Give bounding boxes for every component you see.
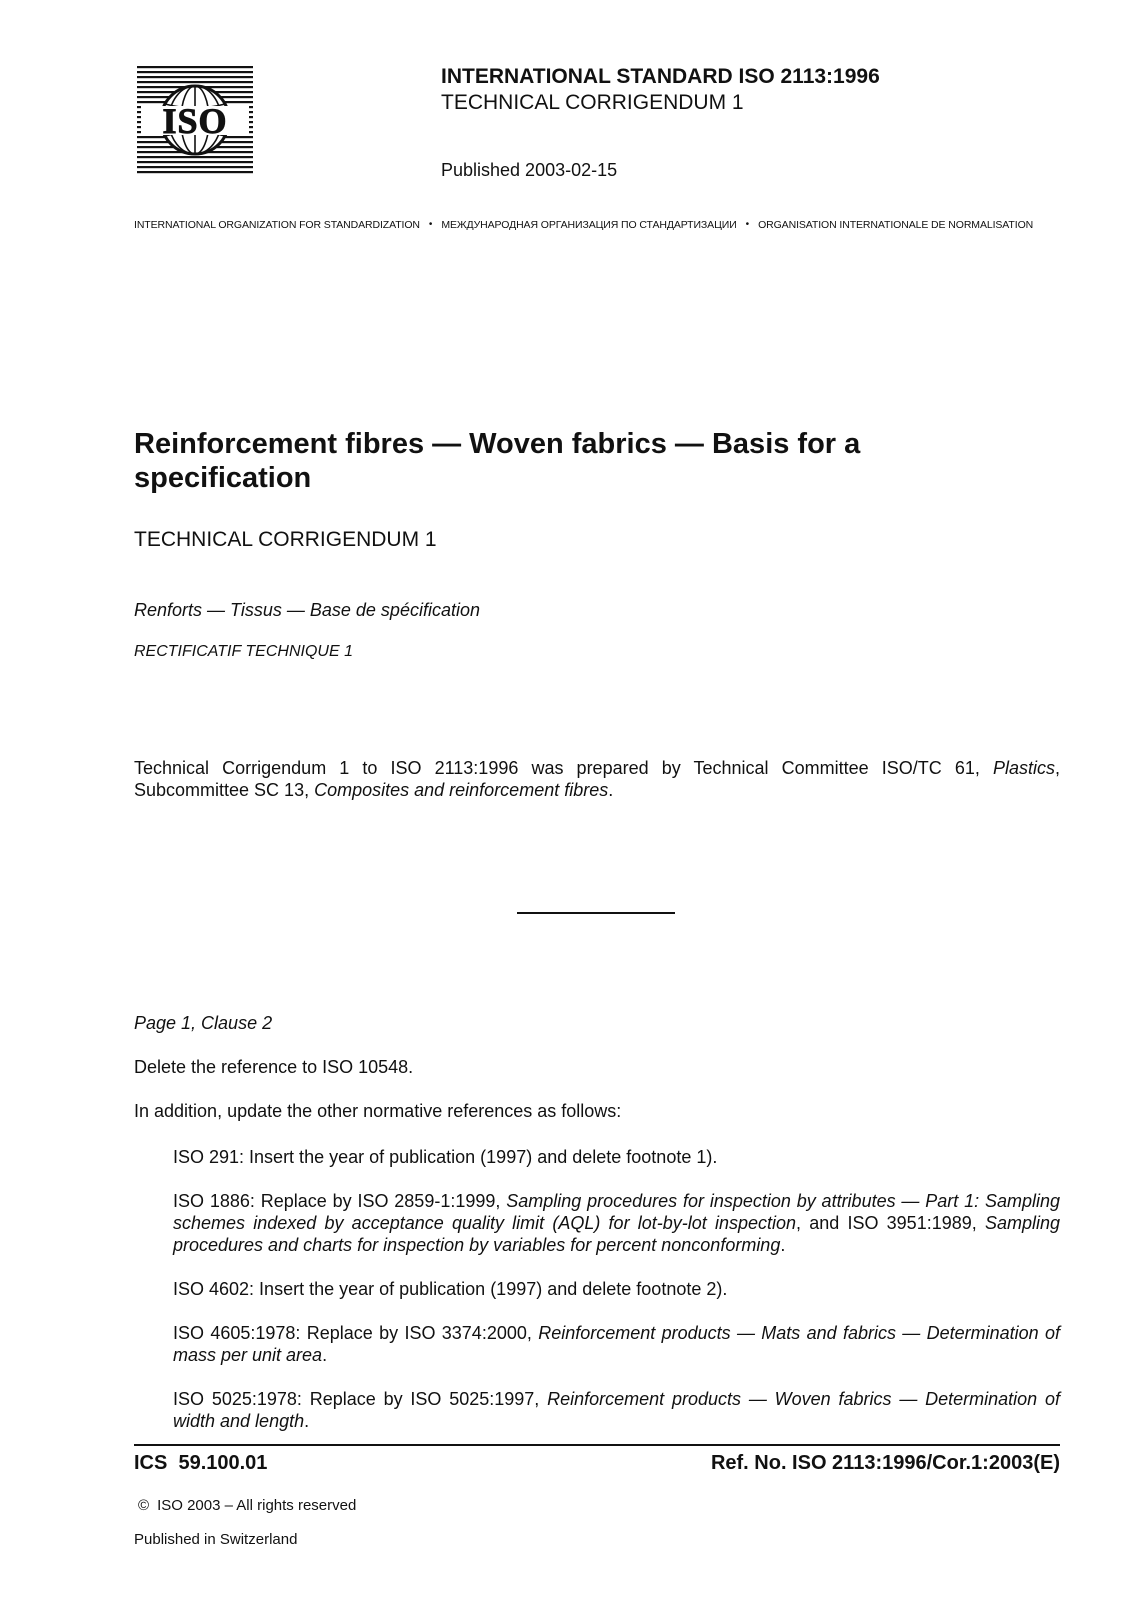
ref-title: Reinforcement products — Woven fabrics — Determination of width and length: [173, 1389, 1061, 1431]
ref-title: Sampling procedures and charts for inspection by variables for percent nonconforming: [173, 1213, 1060, 1255]
ref-text: ISO 5025:1978: Replace by ISO 5025:1997,: [173, 1389, 548, 1409]
ref-title: Reinforcement products — Mats and fabrics — Determination of mass per unit area: [173, 1323, 1061, 1365]
logo-stripe: [137, 76, 253, 78]
ref-text: ISO 291: Insert the year of publication (1997) and delete footnote 1).: [173, 1147, 718, 1167]
reference-item: [173, 1278, 1060, 1300]
french-corrigendum: RECTIFICATIF TECHNIQUE 1: [134, 643, 353, 660]
ics-code: ICS 59.100.01: [134, 1452, 268, 1474]
corrigendum-label: TECHNICAL CORRIGENDUM 1: [441, 91, 744, 114]
prep-text: Technical Corrigendum 1 to ISO 2113:1996 was prepared by Technical Committee ISO/TC 61,: [134, 758, 993, 778]
footer-rule: [134, 1444, 1060, 1446]
org-separator: •: [745, 219, 750, 230]
org-name-en: INTERNATIONAL ORGANIZATION FOR STANDARDIZATION: [134, 219, 420, 231]
iso-logo-text: ISO: [162, 101, 228, 141]
prep-text: , Subcommittee SC 13,: [134, 758, 1060, 800]
body-paragraph: Delete the reference to ISO 10548.: [134, 1057, 414, 1077]
logo-stripe: [137, 166, 253, 168]
logo-stripe: [137, 156, 253, 158]
ref-text: .: [780, 1235, 786, 1255]
logo-stripe: [137, 71, 253, 73]
clause-heading: Page 1, Clause 2: [134, 1013, 273, 1033]
published-date: Published 2003-02-15: [441, 160, 618, 180]
org-name-fr: ORGANISATION INTERNATIONALE DE NORMALISATION: [758, 219, 1034, 231]
document-corrigendum: TECHNICAL CORRIGENDUM 1: [134, 528, 437, 551]
reference-item: [173, 1146, 1060, 1168]
ref-text: .: [322, 1345, 328, 1365]
organization-line: [134, 218, 1064, 232]
copyright-icon: ©: [138, 1497, 150, 1514]
published-in: Published in Switzerland: [134, 1531, 298, 1548]
org-separator: •: [428, 219, 433, 230]
copyright-line: [134, 1497, 356, 1515]
body-paragraph: In addition, update the other normative references as follows:: [134, 1101, 622, 1121]
section-divider: [517, 912, 675, 914]
prep-committee-name: Plastics: [992, 758, 1055, 778]
reference-item: [173, 1190, 1060, 1256]
ref-text: , and ISO 3951:1989,: [796, 1213, 985, 1233]
ref-text: ISO 1886: Replace by ISO 2859-1:1999,: [173, 1191, 507, 1211]
document-title: Reinforcement fibres — Woven fabrics — Basis for a specification: [134, 428, 861, 494]
org-name-ru: МЕЖДУНАРОДНАЯ ОРГАНИЗАЦИЯ ПО СТАНДАРТИЗАЦИИ: [441, 219, 737, 231]
reference-item: [173, 1388, 1060, 1432]
reference-list: [173, 1146, 1060, 1454]
ref-text: .: [304, 1411, 310, 1431]
french-title: Renforts — Tissus — Base de spécification: [134, 600, 480, 620]
ref-title: Sampling procedures for inspection by attributes — Part 1: Sampling schemes indexed by acceptance quality limit (AQL) for lot-by-lot inspection: [173, 1191, 1060, 1233]
preparation-statement: [134, 757, 1060, 801]
logo-stripe: [137, 66, 253, 68]
logo-stripe: [137, 81, 253, 83]
standard-title: INTERNATIONAL STANDARD ISO 2113:1996: [441, 65, 880, 88]
reference-number: Ref. No. ISO 2113:1996/Cor.1:2003(E): [710, 1452, 1060, 1474]
prep-subcommittee-name: Composites and reinforcement fibres: [314, 780, 609, 800]
ref-text: ISO 4602: Insert the year of publication (1997) and delete footnote 2).: [173, 1279, 728, 1299]
iso-logo: [137, 64, 253, 176]
ref-text: ISO 4605:1978: Replace by ISO 3374:2000,: [173, 1323, 539, 1343]
logo-stripe: [137, 171, 253, 173]
prep-text: .: [608, 780, 614, 800]
copyright-text: ISO 2003 – All rights reserved: [157, 1497, 357, 1514]
logo-stripe: [137, 161, 253, 163]
reference-item: [173, 1322, 1060, 1366]
